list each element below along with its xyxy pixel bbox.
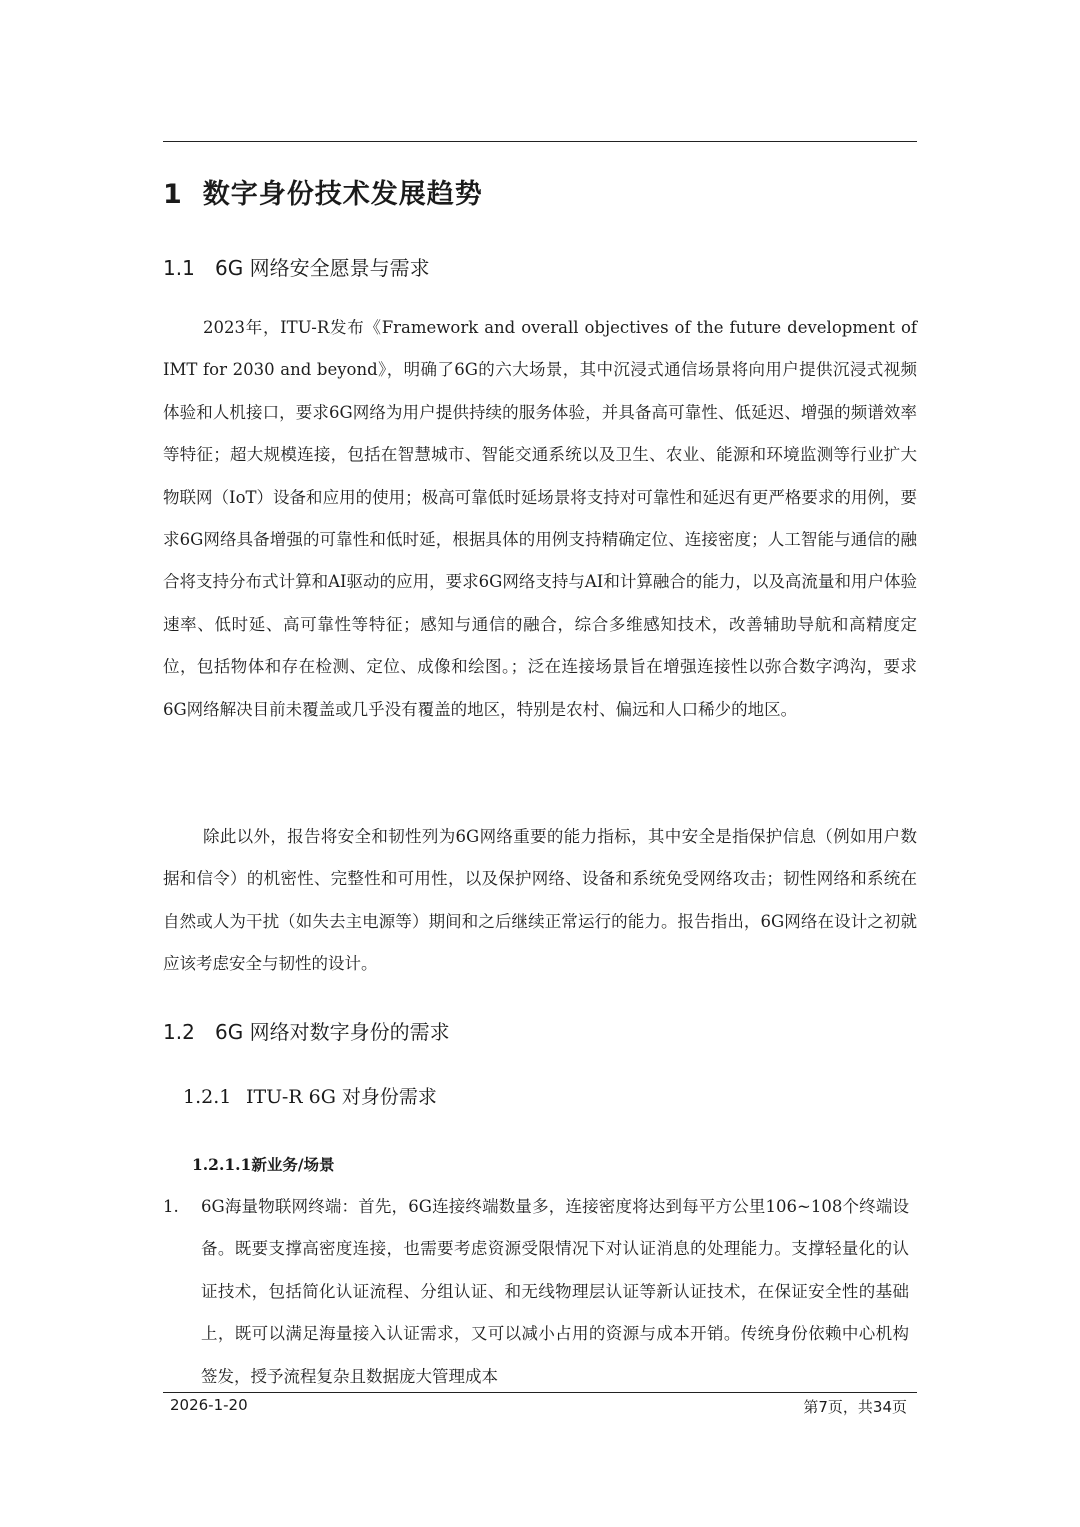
list-item	[163, 1186, 917, 1394]
section-1-2-1-1-heading: 1.2.1.1新业务/场景	[192, 1155, 335, 1174]
list-marker: 1.	[163, 1197, 179, 1216]
section-1-2-title: 6G 网络对数字身份的需求	[215, 1020, 450, 1044]
header-rule	[163, 141, 917, 142]
section-1-1-title: 6G 网络安全愿景与需求	[215, 256, 430, 280]
paragraph-security-resilience: 除此以外，报告将安全和韧性列为6G网络重要的能力指标，其中安全是指保护信息（例如用户数据和信令）的机密性、完整性和可用性，以及保护网络、设备和系统免受网络攻击；韧性网络和系统在自然或人为干扰（如失去主电源等）期间和之后继续正常运行的能力。报告指出，6G网络在设计之初就应该考虑安全与韧性的设计。	[163, 827, 917, 974]
paragraph-6g-scenarios: 2023年，ITU-R发布《Framework and overall objectives of the future development of IMT for 2030 and beyond》，明确了6G的六大场景，其中沉浸式通信场景将向用户提供沉浸式视频体验和人机接口，要求6G网络为用户提供持续的服务体验，并具备高可靠性、低延迟、增强的频谱效率等特征；超大规模连接，包括在智慧城市、智能交通系统以及卫生、农业、能源和环境监测等行业扩大物联网（IoT）设备和应用的使用；极高可靠低时延场景将支持对可靠性和延迟有更严格要求的用例，要求6G网络具备增强的可靠性和低时延，根据具体的用例支持精确定位、连接密度；人工智能与通信的融合将支持分布式计算和AI驱动的应用，要求6G网络支持与AI和计算融合的能力，以及高流量和用户体验速率、低时延、高可靠性等特征；感知与通信的融合，综合多维感知技术，改善辅助导航和高精度定位，包括物体和存在检测、定位、成像和绘图。；泛在连接场景旨在增强连接性以弥合数字鸿沟，要求6G网络解决目前未覆盖或几乎没有覆盖的地区，特别是农村、偏远和人口稀少的地区。	[163, 318, 917, 719]
footer-rule	[163, 1392, 917, 1393]
chapter-title: 数字身份技术发展趋势	[202, 179, 483, 210]
section-1-2-1-heading	[183, 1082, 437, 1109]
section-1-1-heading	[163, 252, 430, 281]
section-1-2-1-title: ITU-R 6G 对身份需求	[246, 1086, 437, 1108]
chapter-number: 1	[163, 179, 183, 210]
list-item-text: 6G海量物联网终端：首先，6G连接终端数量多，连接密度将达到每平方公里106~108个终端设备。既要支撑高密度连接，也需要考虑资源受限情况下对认证消息的处理能力。支撑轻量化的认证技术，包括简化认证流程、分组认证、和无线物理层认证等新认证技术，在保证安全性的基础上，既可以满足海量接入认证需求，又可以减小占用的资源与成本开销。传统身份依赖中心机构签发，授予流程复杂且数据庞大管理成本	[201, 1197, 909, 1386]
footer-date: 2026-1-20	[170, 1396, 248, 1414]
footer-page-number: 第7页，共34页	[803, 1398, 907, 1416]
section-1-1-number: 1.1	[163, 256, 195, 280]
section-1-2-1-number: 1.2.1	[183, 1086, 232, 1108]
chapter-heading	[163, 172, 483, 211]
section-1-2-heading	[163, 1016, 450, 1045]
section-1-2-number: 1.2	[163, 1020, 195, 1044]
